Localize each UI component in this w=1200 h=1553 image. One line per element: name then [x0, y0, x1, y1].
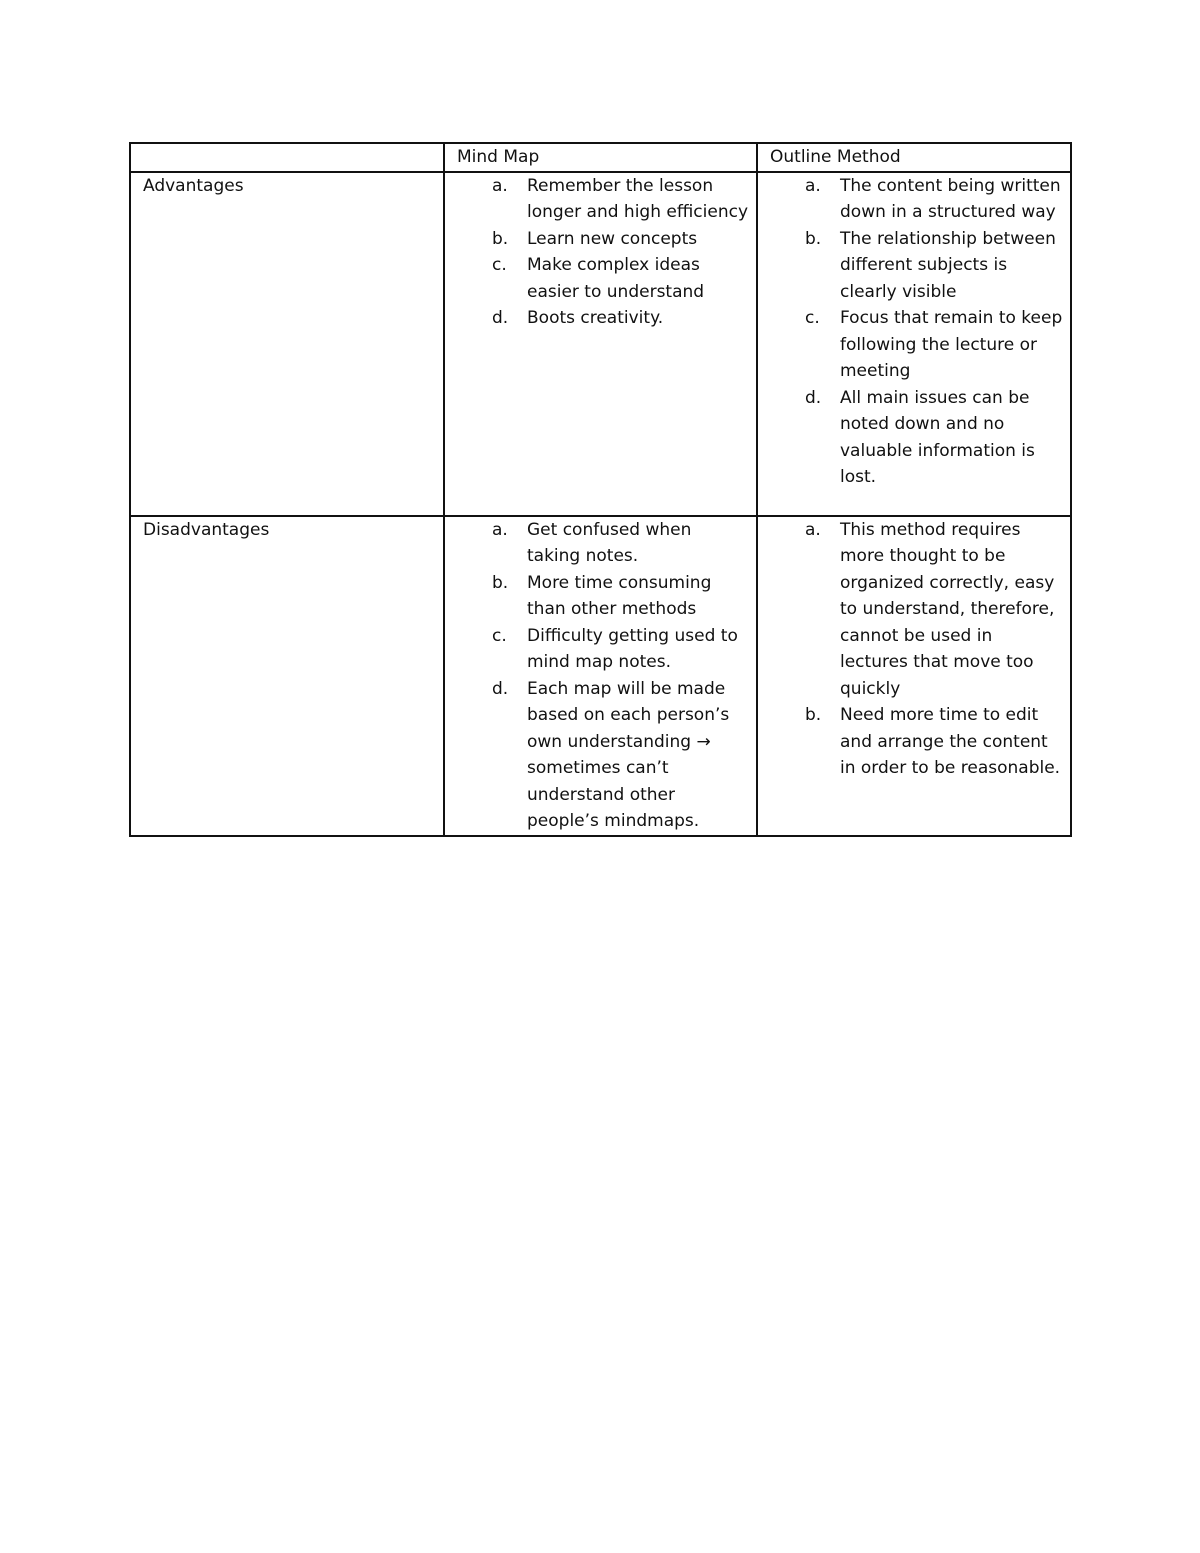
outline-advantages-list — [758, 173, 1070, 491]
disadvantages-row — [130, 516, 1071, 836]
mind-map-disadvantages-cell — [444, 516, 757, 836]
list-item: a. Remember the lesson longer and high efficiency — [492, 175, 748, 222]
advantages-row — [130, 172, 1071, 516]
row-label-disadvantages: Disadvantages — [130, 516, 444, 836]
list-item: c. Difficulty getting used to mind map notes. — [492, 625, 738, 672]
row-label-advantages: Advantages — [130, 172, 444, 516]
list-item: b. More time consuming than other methods — [492, 572, 712, 619]
mind-map-advantages-cell — [444, 172, 757, 516]
header-cell-empty — [130, 143, 444, 172]
header-cell-mind-map: Mind Map — [444, 143, 757, 172]
mind-map-advantages-list — [445, 173, 756, 332]
list-item: a. This method requires more thought to be organized correctly, easy to understand, therefore, cannot be used in lectures that move too quickly — [805, 519, 1055, 699]
list-item: a. The content being written down in a structured way — [805, 175, 1061, 222]
list-item: c. Focus that remain to keep following the lecture or meeting — [805, 308, 1063, 381]
comparison-table — [129, 142, 1072, 837]
header-cell-outline-method: Outline Method — [757, 143, 1071, 172]
header-row — [130, 143, 1071, 172]
list-item: d. Each map will be made based on each person’s own understanding → sometimes can’t understand other people’s mindmaps. — [492, 678, 730, 831]
list-item: a. Get confused when taking notes. — [492, 519, 692, 566]
outline-disadvantages-list — [758, 517, 1070, 782]
list-item: b. Need more time to edit and arrange the content in order to be reasonable. — [805, 705, 1061, 778]
outline-disadvantages-cell — [757, 516, 1071, 836]
list-item: b. The relationship between different subjects is clearly visible — [805, 228, 1056, 302]
list-item: b. Learn new concepts — [492, 228, 698, 249]
mind-map-disadvantages-list — [445, 517, 756, 835]
list-item: d. Boots creativity. — [492, 308, 664, 328]
outline-advantages-cell — [757, 172, 1071, 516]
list-item: d. All main issues can be noted down and no valuable information is lost. — [805, 387, 1035, 487]
list-item: c. Make complex ideas easier to understand — [492, 255, 705, 302]
